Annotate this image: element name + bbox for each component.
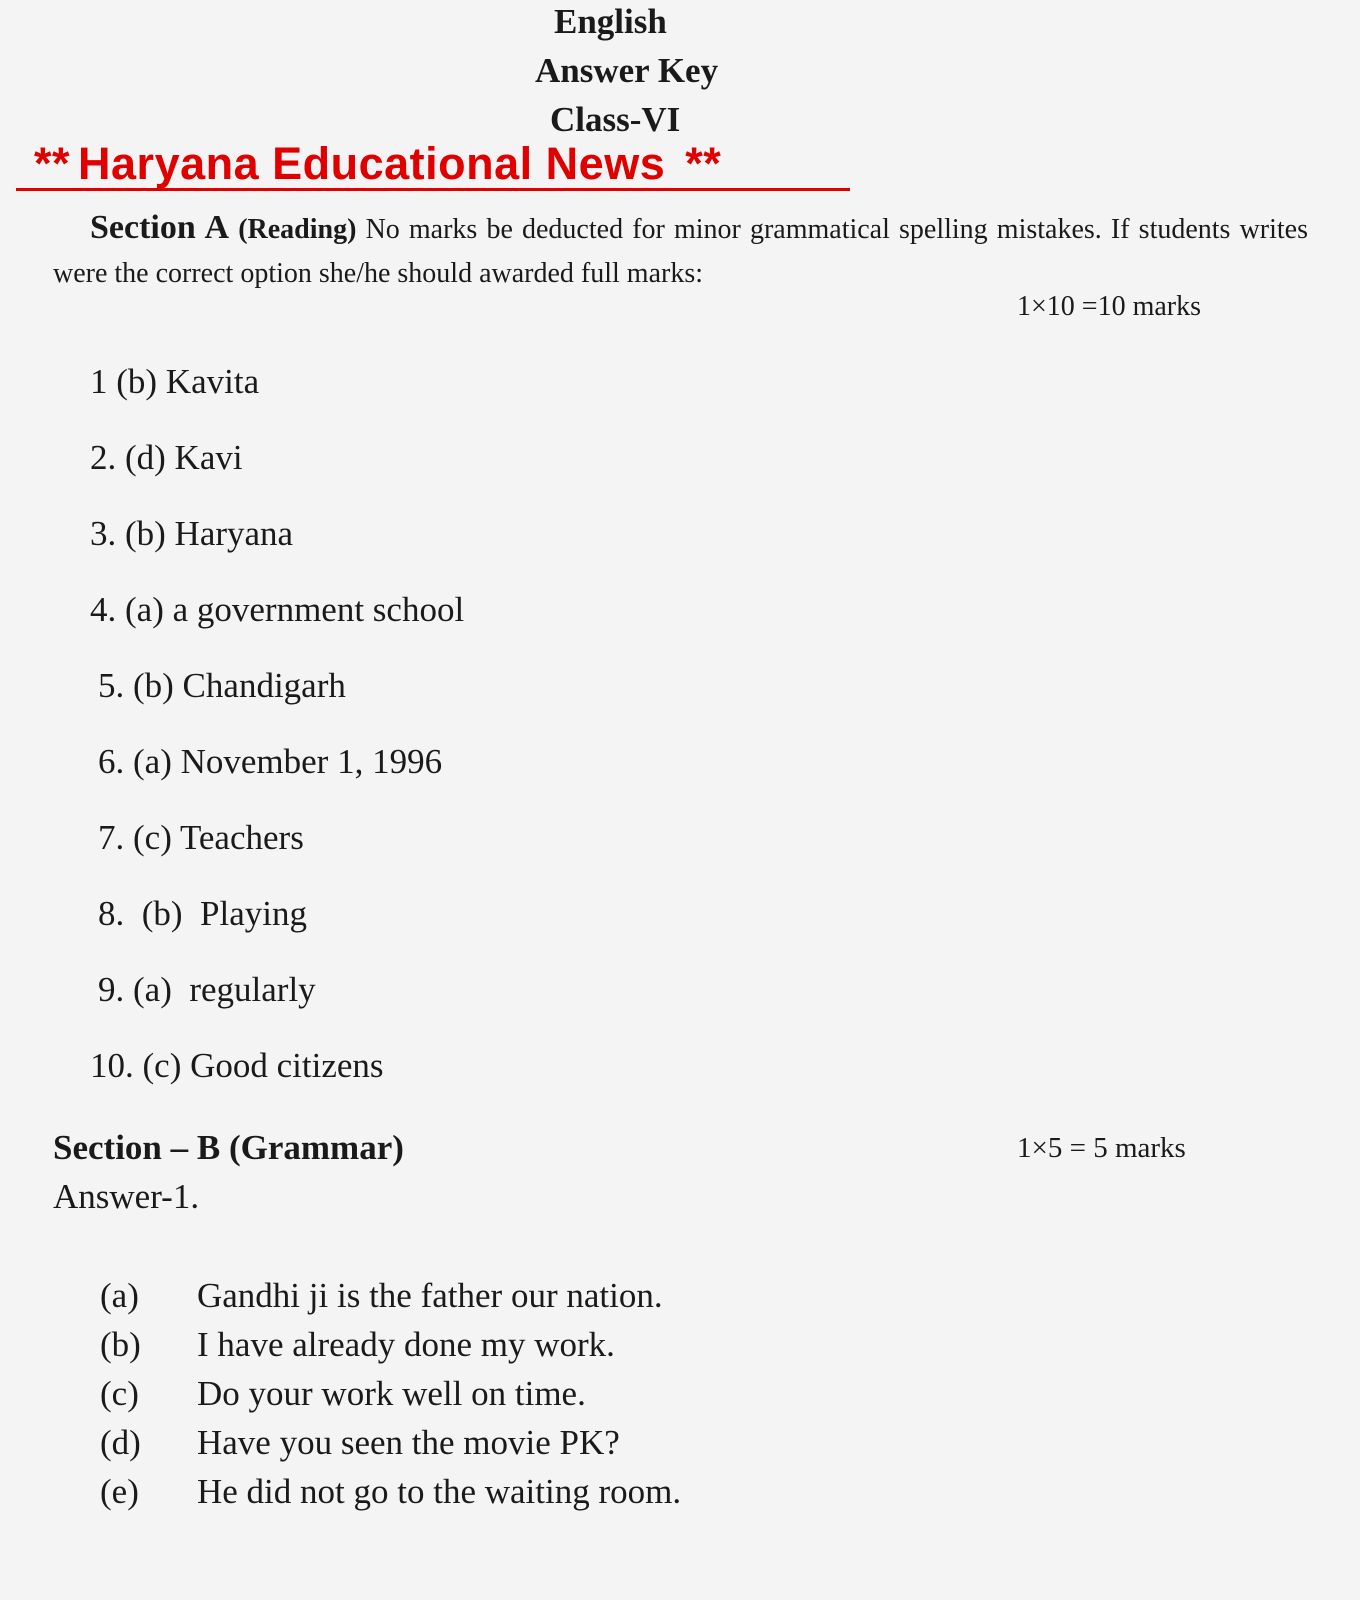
grammar-item-text: Have you seen the movie PK? [197, 1423, 620, 1462]
grammar-item-text: He did not go to the waiting room. [197, 1472, 682, 1511]
answer-label: Answer-1. [53, 1177, 200, 1216]
grammar-item-text: Do your work well on time. [197, 1374, 586, 1413]
brand-name: Haryana Educational News [78, 138, 666, 189]
grammar-item-text: Gandhi ji is the father our nation. [197, 1276, 663, 1315]
class-title: Class-VI [550, 100, 681, 139]
section-a-instructions-text: No marks be deducted for minor grammatical spelling mistakes. If students writes were the correct option she/he should awarded full marks: [53, 214, 1309, 289]
section-a-subheading: (Reading) [238, 214, 357, 245]
grammar-item-label: (d) [100, 1423, 141, 1462]
section-b-marks: 1×5 = 5 marks [1017, 1132, 1186, 1164]
subject-title: English [554, 2, 667, 41]
answer-item: 6. (a) November 1, 1996 [98, 742, 443, 781]
section-b-heading: Section – B (Grammar) [53, 1128, 404, 1167]
grammar-item-label: (c) [100, 1374, 139, 1413]
section-a-heading: Section A [90, 209, 230, 246]
brand-stars-right: ** [685, 138, 722, 189]
grammar-item-text: I have already done my work. [197, 1325, 615, 1364]
section-a-instructions [53, 206, 1308, 296]
brand-watermark [16, 140, 850, 191]
brand-stars-left: ** [34, 138, 71, 189]
grammar-item-label: (a) [100, 1276, 139, 1315]
answer-item: 10. (c) Good citizens [90, 1046, 384, 1085]
answer-item: 9. (a) regularly [98, 970, 316, 1009]
answer-item: 2. (d) Kavi [90, 438, 243, 477]
answer-item: 5. (b) Chandigarh [98, 666, 346, 705]
document-type-title: Answer Key [535, 51, 719, 90]
answer-item: 4. (a) a government school [90, 590, 465, 629]
answer-item: 1 (b) Kavita [90, 362, 260, 401]
answer-item: 8. (b) Playing [98, 894, 308, 933]
section-a-marks: 1×10 =10 marks [1017, 291, 1202, 322]
grammar-item-label: (b) [100, 1325, 141, 1364]
answer-item: 7. (c) Teachers [98, 818, 304, 857]
answer-item: 3. (b) Haryana [90, 514, 294, 553]
grammar-item-label: (e) [100, 1472, 139, 1511]
